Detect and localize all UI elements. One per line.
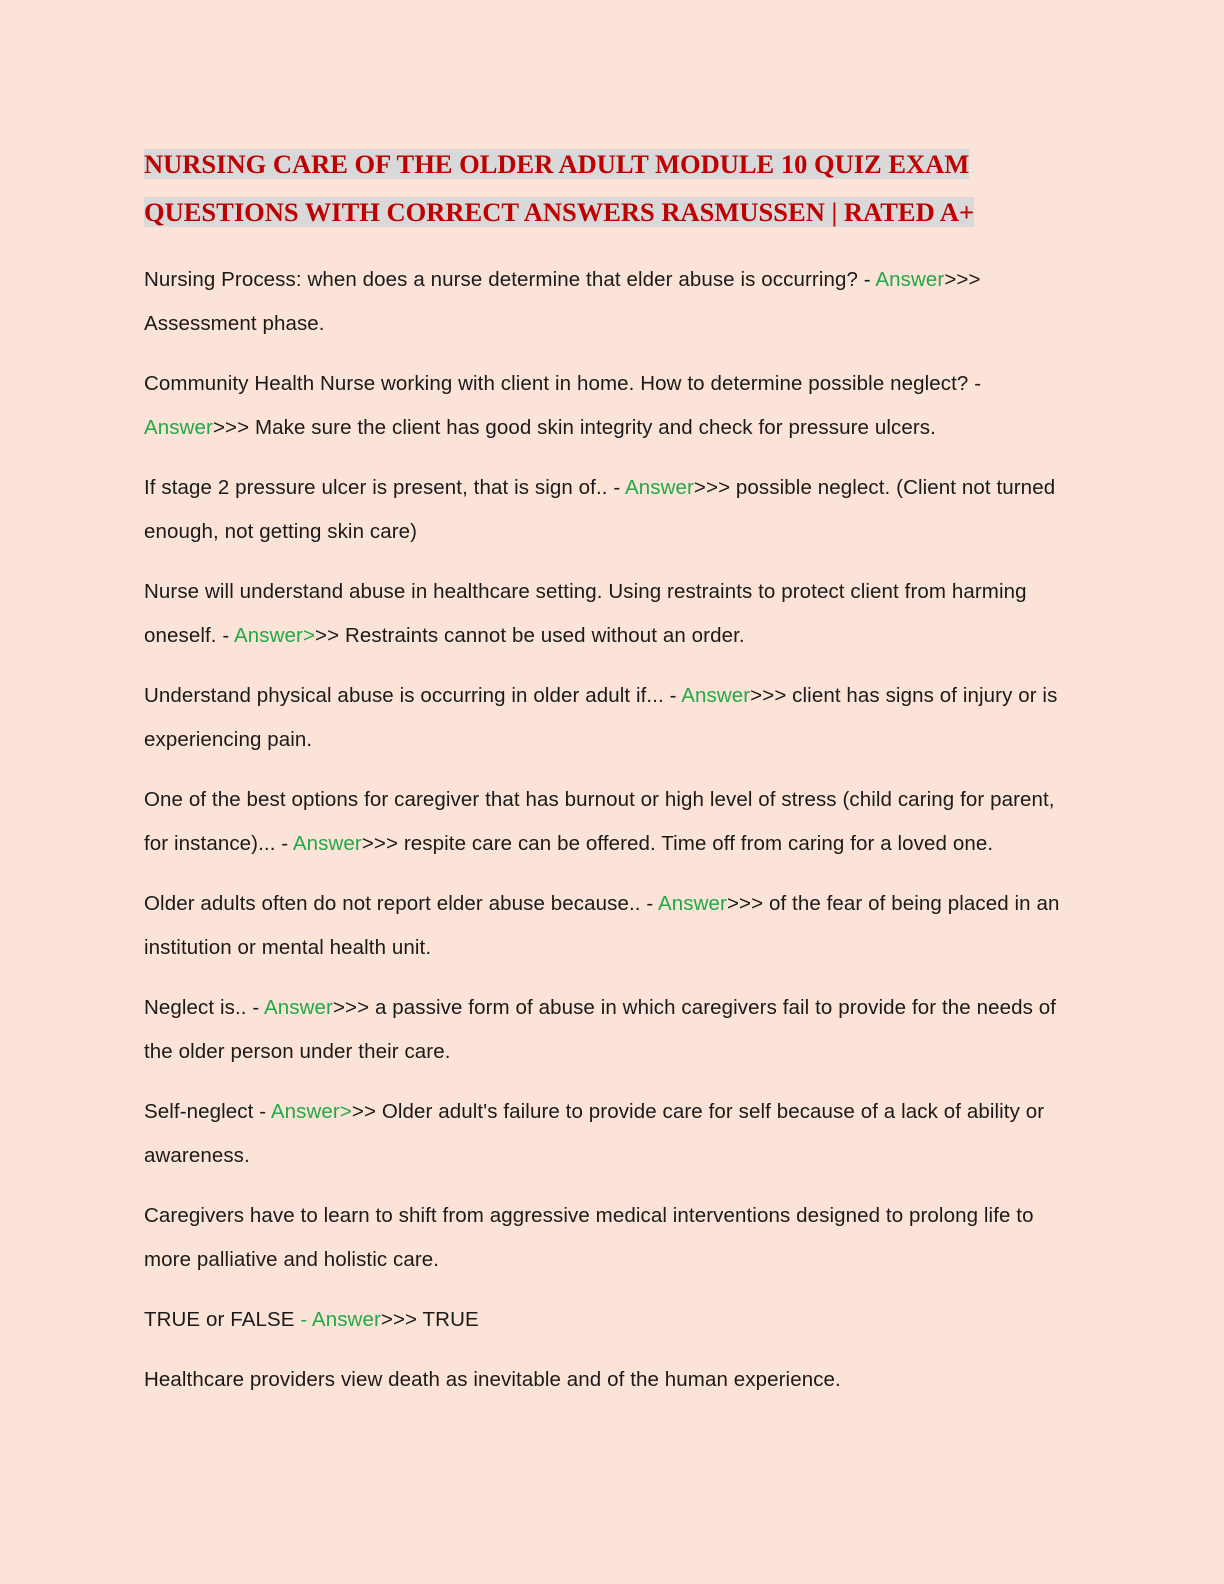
- question-text: Nurse will understand abuse in healthcare setting. Using restraints to protect client from harming oneself. -: [144, 580, 1027, 647]
- answer-label: Answer>: [234, 624, 316, 647]
- answer-text: >>> Make sure the client has good skin integrity and check for pressure ulcers.: [212, 416, 936, 439]
- answer-text: >>> client has signs of injury or is experiencing pain.: [144, 684, 1058, 751]
- qa-item-9: [144, 1090, 1084, 1178]
- qa-item-1: [144, 258, 1084, 346]
- qa-item-11: [144, 1298, 1084, 1342]
- qa-item-3: [144, 466, 1084, 554]
- answer-text: >>> possible neglect. (Client not turned enough, not getting skin care): [144, 476, 1056, 543]
- answer-label: Answer: [292, 832, 362, 855]
- qa-item-8: [144, 986, 1084, 1074]
- question-text: Caregivers have to learn to shift from aggressive medical interventions designed to prolong life to more palliative and holistic care.: [144, 1204, 1034, 1271]
- qa-item-10: [144, 1194, 1084, 1282]
- answer-text: >>> Assessment phase.: [144, 268, 981, 335]
- answer-label: - Answer: [300, 1308, 381, 1331]
- answer-text: >> Older adult's failure to provide care for self because of a lack of ability or awareness.: [144, 1100, 1045, 1167]
- answer-label: Answer: [144, 416, 213, 439]
- title-line-1: NURSING CARE OF THE OLDER ADULT MODULE 10 QUIZ EXAM: [144, 149, 970, 179]
- qa-item-5: [144, 674, 1084, 762]
- answer-label: Answer>: [270, 1100, 352, 1123]
- title-line-2: QUESTIONS WITH CORRECT ANSWERS RASMUSSEN | RATED A+: [144, 197, 975, 227]
- answer-text: >>> respite care can be offered. Time off from caring for a loved one.: [361, 832, 994, 855]
- qa-item-12: [144, 1358, 1084, 1402]
- answer-text: >>> TRUE: [380, 1308, 479, 1331]
- answer-label: Answer: [681, 684, 751, 707]
- question-text: Healthcare providers view death as inevitable and of the human experience.: [144, 1368, 841, 1391]
- qa-item-7: [144, 882, 1084, 970]
- document-title: [144, 140, 1084, 236]
- question-text: Older adults often do not report elder abuse because.. -: [144, 892, 658, 915]
- question-text: Neglect is.. -: [144, 996, 264, 1019]
- qa-item-2: [144, 362, 1084, 450]
- question-text: Community Health Nurse working with client in home. How to determine possible neglect? -: [144, 372, 982, 395]
- answer-label: Answer: [264, 996, 333, 1019]
- qa-item-4: [144, 570, 1084, 658]
- qa-item-6: [144, 778, 1084, 866]
- answer-label: Answer: [875, 268, 945, 291]
- answer-label: Answer: [624, 476, 694, 499]
- question-text: Understand physical abuse is occurring in older adult if... -: [144, 684, 682, 707]
- question-text: If stage 2 pressure ulcer is present, that is sign of.. -: [144, 476, 625, 499]
- answer-text: >> Restraints cannot be used without an order.: [315, 624, 745, 647]
- question-text: Self-neglect -: [144, 1100, 271, 1123]
- question-text: TRUE or FALSE: [144, 1308, 301, 1331]
- document-page: [144, 140, 1084, 1418]
- answer-label: Answer: [657, 892, 727, 915]
- question-text: Nursing Process: when does a nurse determine that elder abuse is occurring? -: [144, 268, 876, 291]
- answer-text: >>> a passive form of abuse in which caregivers fail to provide for the needs of the older person under their care.: [144, 996, 1057, 1063]
- answer-text: >>> of the fear of being placed in an institution or mental health unit.: [144, 892, 1060, 959]
- question-text: One of the best options for caregiver that has burnout or high level of stress (child caring for parent, for instance)... -: [144, 788, 1055, 855]
